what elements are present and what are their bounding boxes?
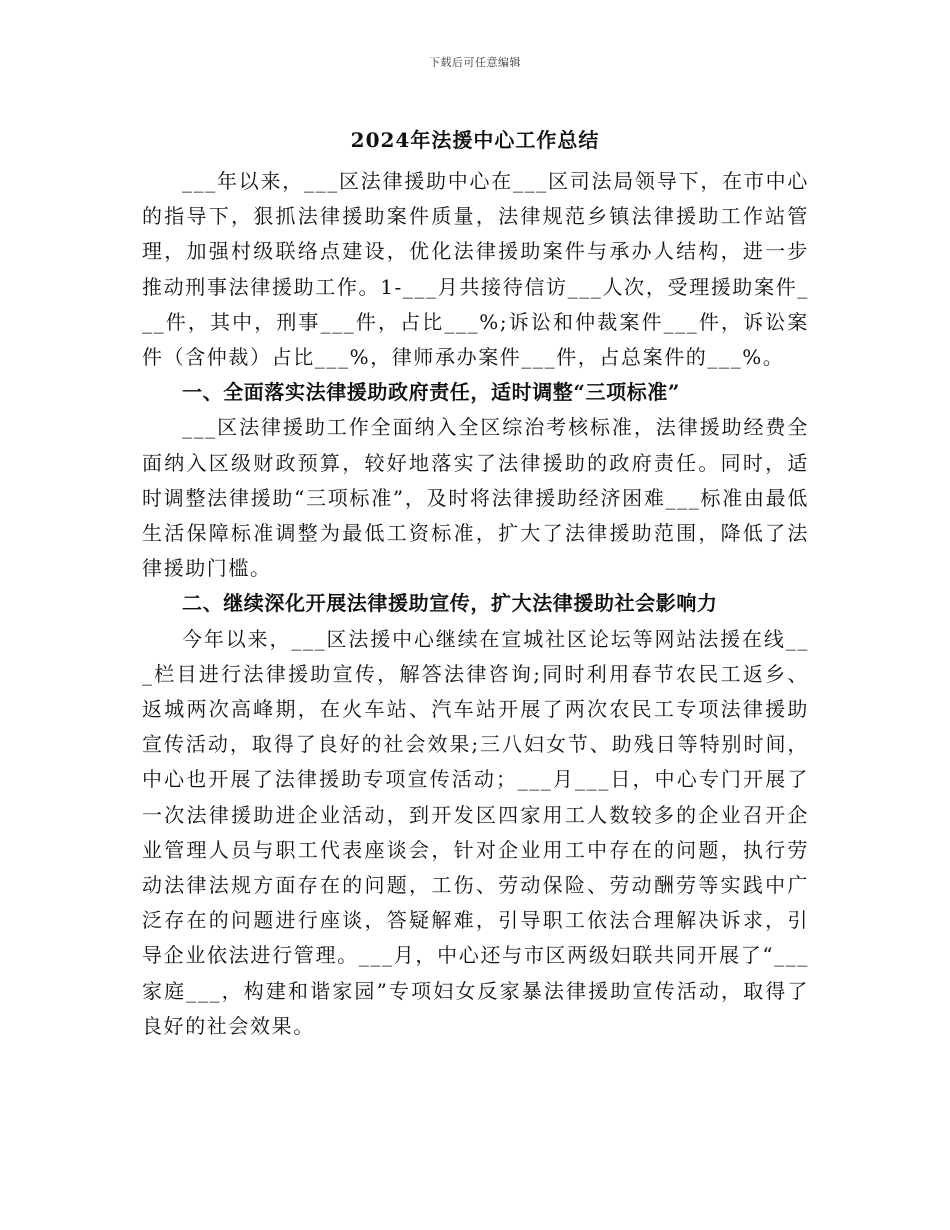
section-1-heading: 一、全面落实法律援助政府责任，适时调整“三项标准”	[182, 380, 681, 405]
section-1-paragraph: ___区法律援助工作全面纳入全区综治考核标准，法律援助经费全面纳入区级财政预算，较好地落实了法律援助的政府责任。同时，适时调整法律援助“三项标准”，及时将法律援助经济困难___标准由最低生活保障标准调整为最低工资标准，扩大了法律援助范围，降低了法律援助门槛。	[142, 415, 809, 581]
header-note: 下载后可任意编辑	[429, 56, 521, 69]
intro-paragraph: ___年以来，___区法律援助中心在___区司法局领导下，在市中心的指导下，狠抓法律援助案件质量，法律规范乡镇法律援助工作站管理，加强村级联络点建设，优化法律援助案件与承办人结构，进一步推动刑事法律援助工作。1-___月共接待信访___人次，受理援助案件___件，其中，刑事___件，占比___%;诉讼和仲裁案件___件，诉讼案件（含仲裁）占比___%，律师承办案件___件，占总案件的___%。	[142, 169, 809, 370]
document-title: 2024年法援中心工作总结	[350, 128, 600, 152]
document-body	[142, 164, 809, 1044]
section-2-heading: 二、继续深化开展法律援助宣传，扩大法律援助社会影响力	[182, 591, 718, 616]
section-2-paragraph: 今年以来，___区法援中心继续在宣城社区论坛等网站法援在线___栏目进行法律援助宣传，解答法律咨询;同时利用春节农民工返乡、返城两次高峰期，在火车站、汽车站开展了两次农民工专项法律援助宣传活动，取得了良好的社会效果;三八妇女节、助残日等特别时间，中心也开展了法律援助专项宣传活动；___月___日，中心专门开展了一次法律援助进企业活动，到开发区四家用工人数较多的企业召开企业管理人员与职工代表座谈会，针对企业用工中存在的问题，执行劳动法律法规方面存在的问题，工伤、劳动保险、劳动酬劳等实践中广泛存在的问题进行座谈，答疑解难，引导职工依法合理解决诉求，引导企业依法进行管理。___月，中心还与市区两级妇联共同开展了“___家庭___，构建和谐家园”专项妇女反家暴法律援助宣传活动，取得了良好的社会效果。	[142, 626, 809, 1038]
